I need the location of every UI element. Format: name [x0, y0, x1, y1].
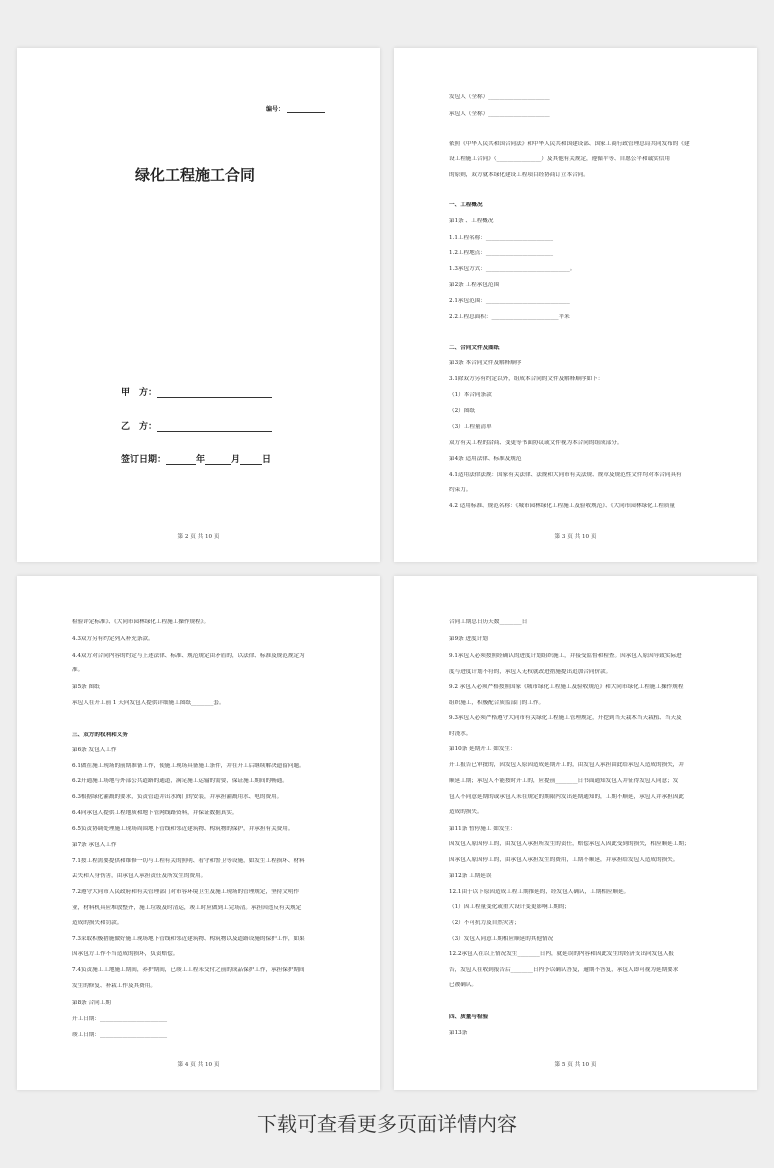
text-line: 告，发包人在收到报告后________日内予以确认答复，逾期不答复，承包人即可视为延期要求	[449, 967, 679, 973]
text-line: 设工程施工合同》（________________）及其他有关规定，遵循平等、自愿公平和诚实信用	[449, 156, 670, 162]
text-line: 2.1承包范围：______________________________	[449, 298, 570, 304]
text-line: 12.2承包人在以上情况发生________日内，就延误的内容和因此发生的经济支出向发包人报	[449, 951, 675, 957]
section-heading: 三、双方的权利和义务	[72, 732, 128, 738]
text-line: 因承包方工作不当造成的损坏，负责赔偿。	[72, 951, 179, 957]
party-b: 乙 方：	[121, 419, 272, 432]
text-line: 7.2遵守大同市人民政府和有关管理部门对市容环境卫生及施工现场的管理规定，坚持文明作	[72, 889, 300, 895]
text-line: 开工报告已审批的，因发包人原因造成延期开工的，由发包人承担由此给承包人造成的损失，并	[449, 762, 684, 768]
page-footer: 第 2 页 共 10 页	[177, 534, 220, 540]
text-line: 双方有关工程的洽商、变更等书面协议或文件视为本合同的组成部分。	[449, 440, 623, 446]
text-line: 第8条 合同工期	[72, 1000, 111, 1006]
text-line: 4.3双方另有约定列入补充条款。	[72, 636, 154, 642]
text-line: 的原则，双方就本绿化建设工程项目经协商订立本合同。	[449, 172, 589, 178]
text-line: 检验评定标准》、《大同市园林绿化工程施工操作规程》。	[72, 619, 210, 625]
text-line: 第13条	[449, 1030, 468, 1036]
text-line: 第10条 延期开工 如发生：	[449, 746, 516, 752]
text-line: 第3条 本合同文件及解释顺序	[449, 360, 522, 366]
text-line: 第7条 承包人工作	[72, 842, 117, 848]
text-line: 约束力。	[449, 487, 472, 493]
text-line: 准。	[72, 667, 84, 673]
text-line: 依照《中华人民共和国合同法》和中华人民共和国建设部、国家工商行政管理总局共同发布的《建	[449, 141, 690, 147]
page-4	[394, 576, 757, 1090]
text-line: 竣工日期：________________________	[72, 1032, 168, 1038]
text-line: 承包人（全称）______________________	[449, 111, 550, 117]
text-line: 第11条 暂停施工 如发生：	[449, 826, 516, 832]
text-line: 12.1由于以下原因造成工程工期推延的，经发包人确认，工期相应顺延。	[449, 889, 630, 895]
page-footer: 第 3 页 共 10 页	[554, 534, 597, 540]
text-line: 第4条 适用法律、标准及规范	[449, 456, 522, 462]
text-line: 第6条 发包人工作	[72, 747, 117, 753]
text-line: 度与进度计划不符的，承包人无权就改进措施提出追加合同价款。	[449, 669, 612, 675]
text-line: （2）图纸	[449, 408, 475, 414]
text-line: 第2条 工程承包范围	[449, 282, 500, 288]
text-line: 4.4双方对合同内容的约定与上述法律、标准、规范规定由矛盾的，以法律、标准及规范规定为	[72, 653, 305, 659]
text-line: 合同工期总日历天数________日	[449, 619, 528, 625]
text-line: 第12条 工期延误	[449, 873, 492, 879]
text-line: （1）因工程量变化或重大设计变更影响工期的；	[449, 904, 571, 910]
text-line: 9.1承包人必须按照经确认的进度计划组织施工，并接受监督和检查。因承包人原因导致实际进	[449, 653, 682, 659]
text-line: 第9条 进度计划	[449, 636, 488, 642]
page-footer: 第 4 页 共 10 页	[177, 1062, 220, 1068]
text-line: 造成的损失。	[449, 809, 483, 815]
text-line: 发包人（全称）______________________	[449, 94, 550, 100]
text-line: 2.2工程总面积：________________________平米	[449, 314, 570, 320]
text-line: 因承包人原因停工的，由承包人承担发生的费用，工期不顺延，并承担给发包人造成的损失。	[449, 857, 679, 863]
section-heading: 二、合同文件及图纸	[449, 345, 500, 351]
text-line: 因发包人原因停工的，由发包人承担所发生的责任，赔偿承包人因此受到的损失，相应顺延工期；	[449, 841, 690, 847]
text-line: 9.2 承包人必须严格按照国家《城市绿化工程施工及验收规范》和大同市绿化工程施工操作规程	[449, 684, 684, 690]
contract-number: 编号：	[266, 104, 325, 113]
text-line: 7.3采取积极措施做好施工现场地下管线和邻近建筑物、构筑物以及道路设施的保护工作，如果	[72, 936, 305, 942]
download-caption: 下载可查看更多页面详情内容	[257, 1112, 517, 1136]
text-line: （3）工程量清单	[449, 424, 492, 430]
page-cover	[17, 48, 380, 562]
text-line: 顺延工期；承包人不能按时开工的，应提前________日书面通知发包人并征得发包人同意；发	[449, 778, 679, 784]
contract-title: 绿化工程施工合同	[135, 166, 256, 184]
text-line: 时浇水。	[449, 731, 472, 737]
sign-date: 签订日期： 年 月 日	[121, 455, 272, 465]
number-blank	[287, 106, 325, 113]
text-line: 6.2开通施工场地与外部公共道路的通道，满足施工运输的需要，保证施工期间的畅通。	[72, 778, 288, 784]
text-line: 3.1除双方另有约定以外，组成本合同的文件及解释顺序如下：	[449, 376, 604, 382]
text-line: 组织施工，积极配合质监部门的工作。	[449, 700, 545, 706]
text-line: 第1条 、工程概况	[449, 218, 494, 224]
text-line: 6.1做在施工现场的前期准备工作，使施工现场具备施工条件，并在开工后继续解决遗留问题。	[72, 763, 305, 769]
page-footer: 第 5 页 共 10 页	[554, 1062, 597, 1068]
text-line: （1）本合同条款	[449, 392, 492, 398]
text-line: （3）发包人同意工期相应顺延的其他情况	[449, 936, 554, 942]
text-line: 造成的损失和罚款。	[72, 920, 123, 926]
text-line: 已被确认。	[449, 982, 477, 988]
text-line: （2）不可抗力及自然灾害；	[449, 920, 520, 926]
text-line: 6.3根据绿化灌溉的要求，负责管道并出水阀门的安装，并承担灌溉用水、电的费用。	[72, 794, 283, 800]
text-line: 6.5负责协调处理施工现场周围地下管线和邻近建筑物、构筑物的保护，并承担有关费用。	[72, 826, 294, 832]
text-line: 1.3承包方式：______________________________。	[449, 266, 576, 272]
party-a: 甲 方：	[121, 385, 272, 398]
text-line: 6.4向承包人提供工程地质和地下管网线路资料，并保证数据真实。	[72, 810, 238, 816]
text-line: 第5条 图纸	[72, 684, 100, 690]
text-line: 4.1适用法律法规：国家有关法律、法规和大同市有关法规、规章及规范性文件均对本合同具有	[449, 472, 682, 478]
text-line: 承包人在开工前 1 天向发包人提供详细施工图纸________套。	[72, 700, 225, 706]
text-line: 丢失和人身伤害，由承包人承担责任及所发生的费用。	[72, 873, 207, 879]
page-2	[394, 48, 757, 562]
page-3	[17, 576, 380, 1090]
section-heading: 四、质量与检验	[449, 1014, 489, 1020]
text-line: 1.1工程名称：________________________	[449, 235, 553, 241]
section-heading: 一、工程概况	[449, 202, 483, 208]
text-line: 4.2 适用标准、规范名称：《城市园林绿化工程施工及验收规范》、《大同市园林绿化工程质量	[449, 503, 676, 509]
text-line: 9.3承包人必须严格遵守大同市有关绿化工程施工管理规定，开挖到当天栽木当天栽植、当天及	[449, 715, 682, 721]
text-line: 业，材料机具应堆放整齐，施工垃圾及时清运，竣工时应做到工完场清。承担因违反有关规定	[72, 905, 302, 911]
text-line: 1.2工程地点：________________________	[449, 250, 553, 256]
text-line: 开工日期：________________________	[72, 1016, 168, 1022]
text-line: 7.4负责施工工地施工期间，养护期间，已竣工工程未交付之前的成品保护工作，承担保护期间	[72, 967, 305, 973]
text-line: 7.1按工程需要提供和维修一切与工程有关的照明、看守和警卫等设施，如发生工程损坏、材料	[72, 858, 305, 864]
text-line: 包人不同意延期的或承包人未在规定的期限内发出延期通知的，工期不顺延，承包人并承担因此	[449, 794, 684, 800]
text-line: 发生的修复、补栽工作及其费用。	[72, 983, 156, 989]
